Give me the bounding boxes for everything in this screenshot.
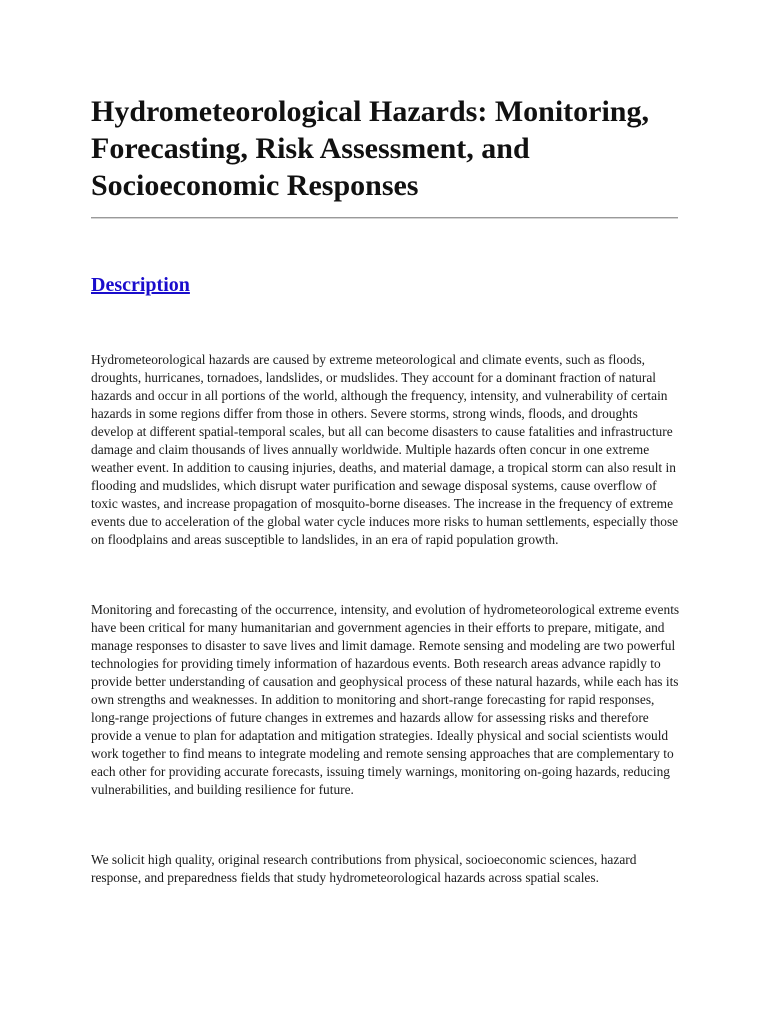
paragraph-2: Monitoring and forecasting of the occurrence, intensity, and evolution of hydrometeorological extreme events have been critical for many humanitarian and government agencies in their efforts to prepare, mitigate, and manage responses to disaster to save lives and limit damage. Remote sensing and modeling are two powerful technologies for providing timely information of hazardous events. Both research areas advance rapidly to provide better understanding of causation and geophysical process of these natural hazards, while each has its own strengths and weaknesses. In addition to monitoring and short-range forecasting for rapid responses, long-range projections of future changes in extremes and hazards allow for assessing risks and therefore provide a venue to plan for adaptation and mitigation strategies. Ideally physical and social scientists would work together to find means to integrate modeling and remote sensing approaches that are complementary to each other for providing accurate forecasts, issuing timely warnings, monitoring on-going hazards, reducing vulnerabilities, and building resilience for future. xyxy=(91,602,680,797)
paragraph-3: We solicit high quality, original research contributions from physical, socioeconomic sciences, hazard response, and preparedness fields that study hydrometeorological hazards across spatial scales. xyxy=(91,852,637,885)
paragraph-1: Hydrometeorological hazards are caused by extreme meteorological and climate events, such as floods, droughts, hurricanes, tornadoes, landslides, or mudslides. They account for a dominant fraction of natural hazards and occur in all portions of the world, although the frequency, intensity, and vulnerability of certain hazards in some regions differ from those in others. Severe storms, strong winds, floods, and droughts develop at different spatial-temporal scales, but all can become disasters to cause fatalities and infrastructure damage and claim thousands of lives annually worldwide. Multiple hazards often concur in one extreme weather event. In addition to causing injuries, deaths, and material damage, a tropical storm can also result in flooding and mudslides, which disrupt water purification and sewage disposal systems, cause overflow of toxic wastes, and increase propagation of mosquito-borne diseases. The increase in the frequency of extreme events due to acceleration of the global water cycle induces more risks to human settlements, especially those on floodplains and areas susceptible to landslides, in an era of rapid population growth. xyxy=(91,352,679,547)
description-link[interactable]: Description xyxy=(91,274,190,296)
page-title: Hydrometeorological Hazards: Monitoring, Forecasting, Risk Assessment, and Socioeconomic Responses xyxy=(91,95,649,202)
horizontal-divider xyxy=(91,217,678,219)
